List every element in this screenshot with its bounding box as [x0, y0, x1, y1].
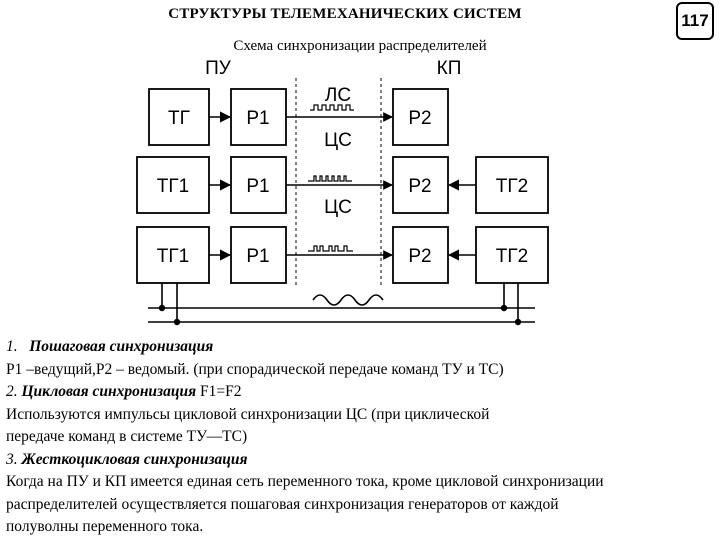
item-1-heading: [6, 336, 716, 359]
block-tg2-label: ТГ2: [495, 246, 529, 267]
item-2-line-2: передаче команд в системе ТУ—ТС): [6, 428, 248, 445]
block-r2-label: Р2: [408, 176, 432, 197]
label-kp: КП: [436, 58, 462, 79]
page-title: СТРУКТУРЫ ТЕЛЕМЕХАНИЧЕСКИХ СИСТЕМ: [168, 6, 522, 22]
block-tg-label: ТГ: [168, 108, 190, 129]
ac-sine-wave-icon: [313, 295, 383, 305]
item-2-title: Цикловая синхронизация: [21, 383, 197, 400]
diagram-caption: Схема синхронизации распределителей: [233, 38, 487, 54]
block-r1-label: Р1: [246, 246, 270, 267]
item-3-number: 3.: [6, 450, 18, 468]
row-3: [137, 227, 548, 283]
item-1-body: Р1 –ведущий,Р2 – ведомый. (при спорадической передаче команд ТУ и ТС): [6, 360, 504, 378]
junction-dot: [501, 305, 507, 311]
label-cs-1: ЦС: [324, 130, 352, 151]
item-3-line-1: Когда на ПУ и КП имеется единая сеть переменного тока, кроме цикловой синхронизации: [6, 473, 604, 490]
block-tg1-label: ТГ1: [156, 246, 190, 267]
label-cs-2: ЦС: [324, 197, 352, 218]
block-r2-label: Р2: [408, 108, 432, 129]
item-3-line-2: распределителей осуществляется пошаговая синхронизация генераторов от каждой: [6, 495, 559, 513]
block-tg1-label: ТГ1: [156, 176, 190, 197]
pulse-train-icon: [308, 246, 353, 251]
item-2-heading: [6, 381, 716, 404]
description-text: [6, 336, 716, 539]
item-3-line-3: полуволны переменного тока.: [6, 518, 204, 535]
item-2-line-1: Используются импульсы цикловой синхронизации ЦС (при циклической: [6, 405, 490, 423]
item-3-title: Жесткоцикловая синхронизация: [21, 450, 248, 468]
item-1-title: Пошаговая синхронизация: [29, 338, 214, 355]
junction-dot: [159, 305, 165, 311]
ac-power-network: [148, 283, 535, 325]
item-2-formula: F1=F2: [199, 383, 242, 400]
junction-dot: [515, 319, 521, 325]
junction-dot: [174, 319, 180, 325]
block-r2-label: Р2: [408, 246, 432, 267]
item-3-heading: [6, 449, 716, 472]
page-number-badge: 117: [676, 2, 714, 40]
label-pu: ПУ: [205, 58, 231, 79]
row-1: [149, 89, 448, 145]
item-2-number: 2.: [6, 383, 18, 400]
item-1-number: 1.: [6, 338, 18, 355]
block-tg2-label: ТГ2: [495, 176, 529, 197]
pulse-train-icon: [308, 176, 352, 181]
block-r1-label: Р1: [246, 108, 270, 129]
block-r1-label: Р1: [246, 176, 270, 197]
label-ls: ЛС: [324, 85, 352, 106]
